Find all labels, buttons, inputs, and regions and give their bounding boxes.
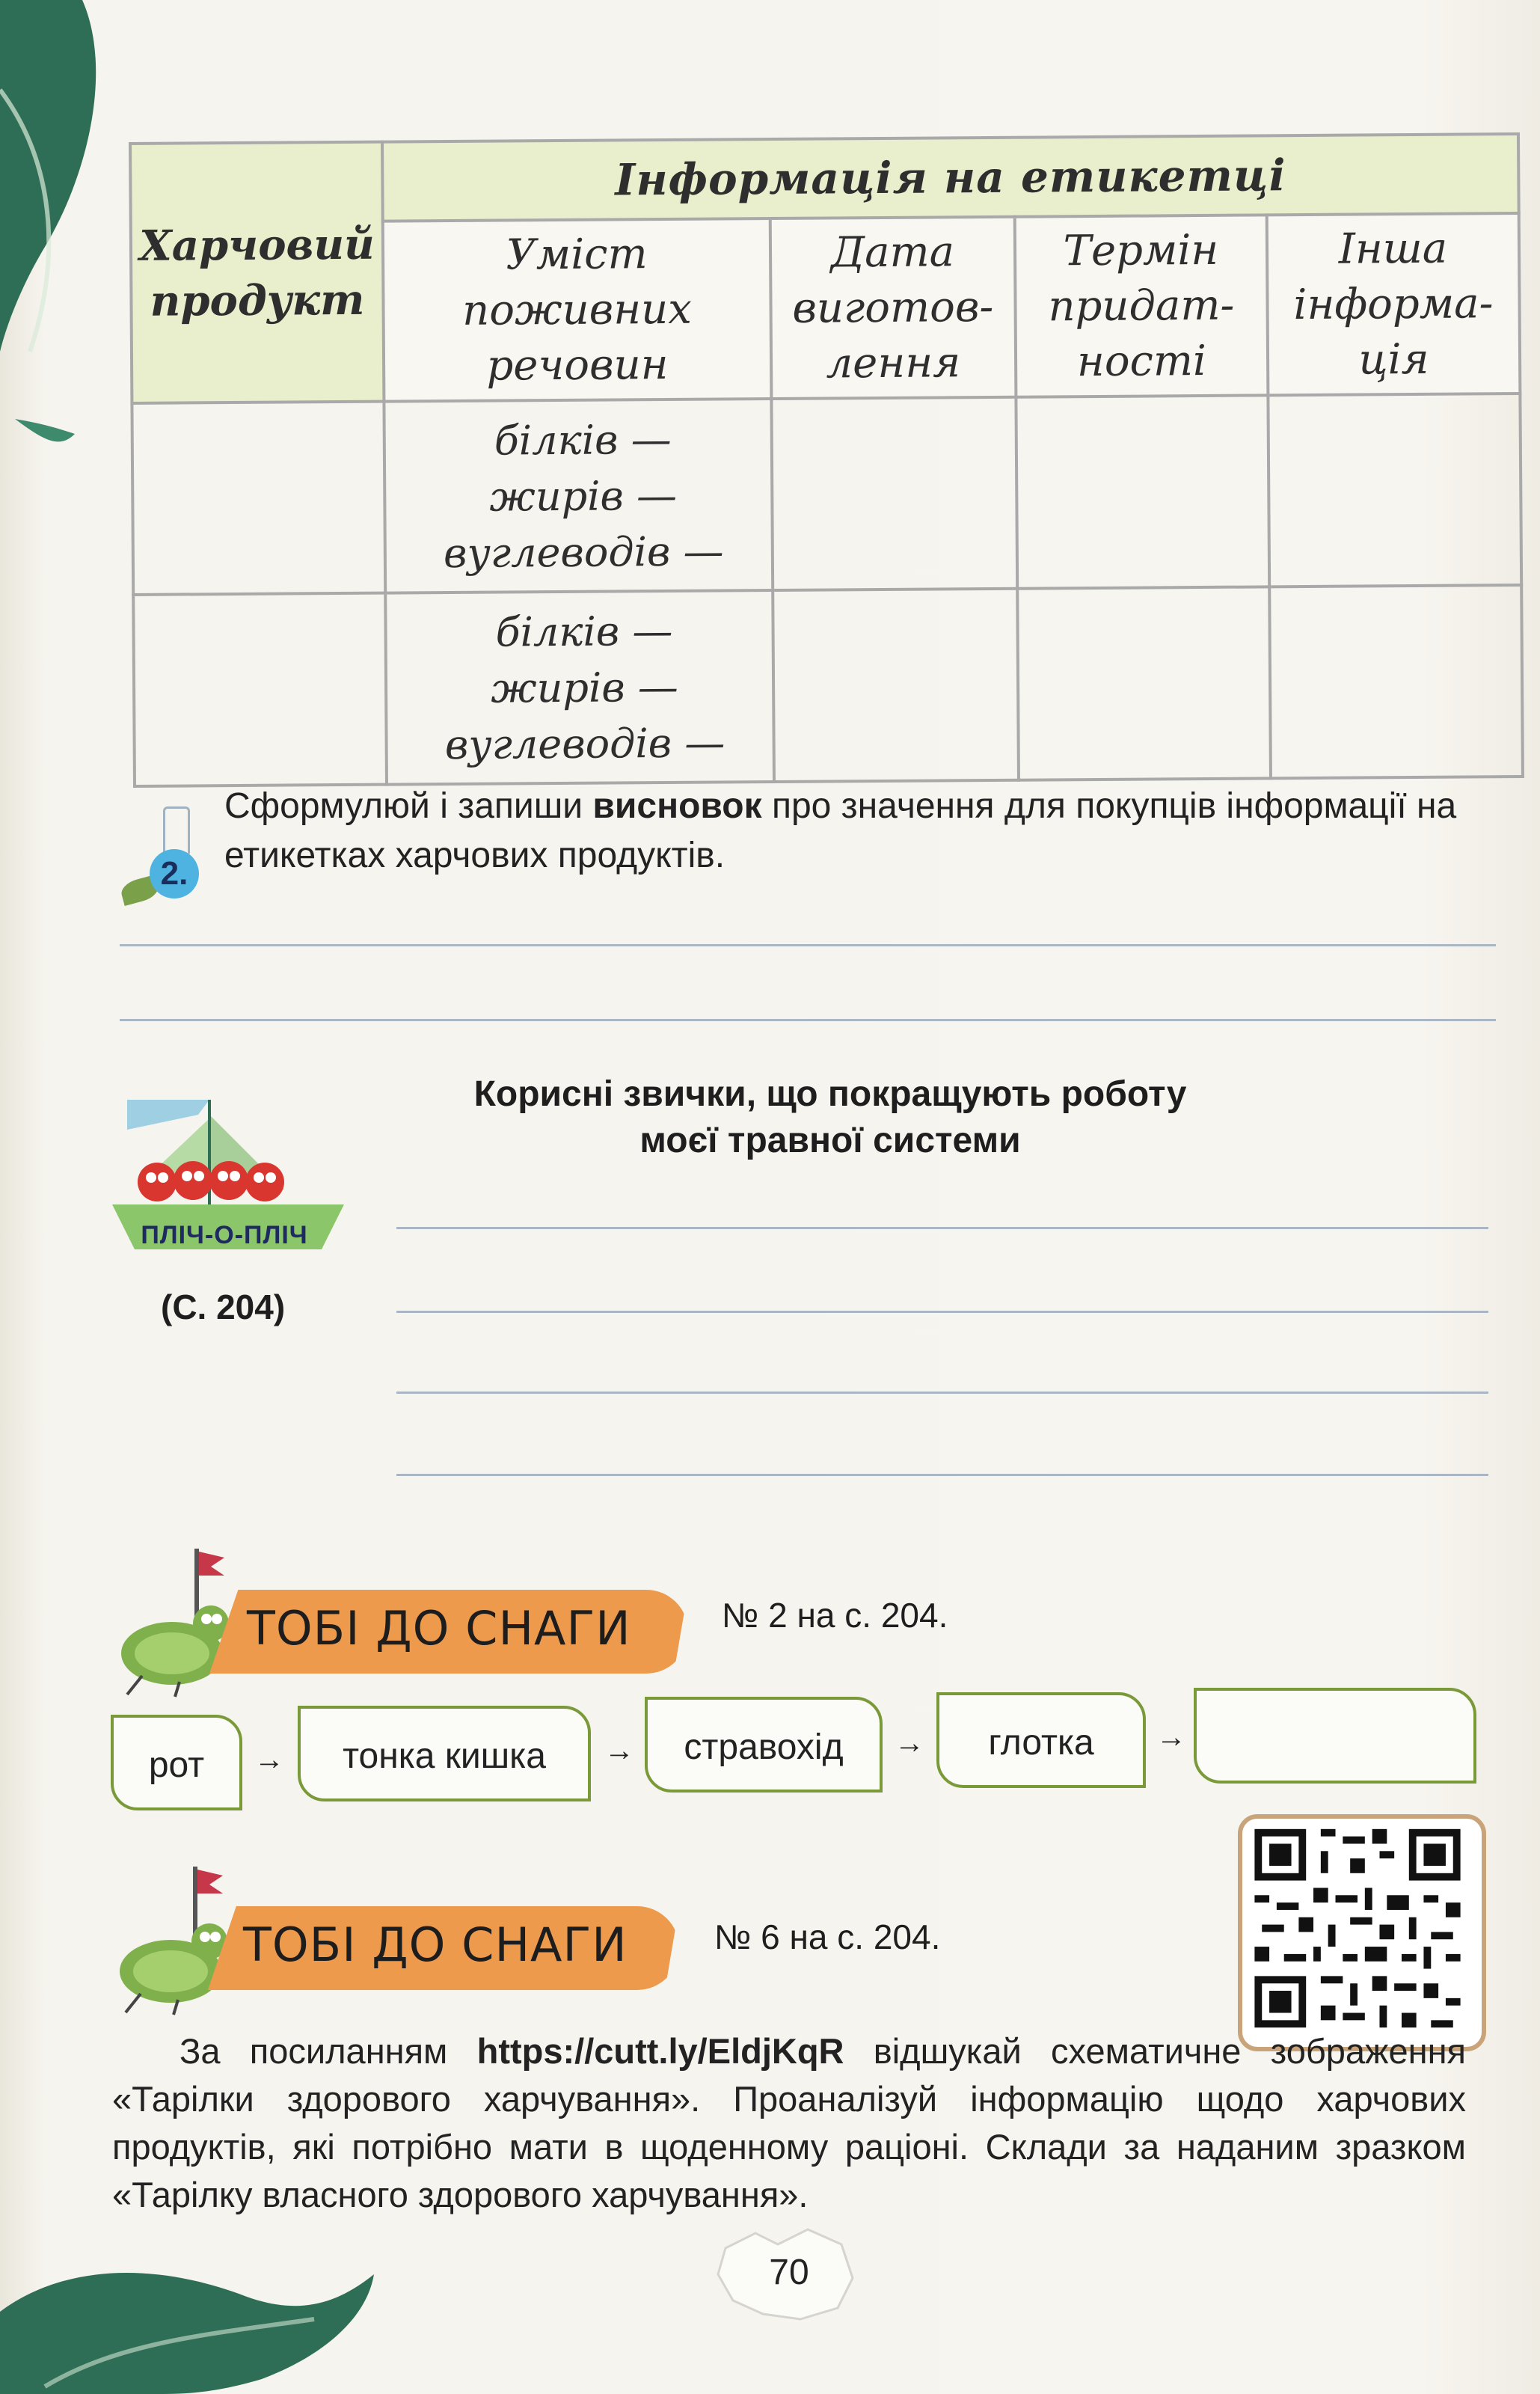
arrow-icon: →	[1156, 1721, 1186, 1754]
task2-text-end: про значення для покупців інформації на етикетках харчових продуктів.	[224, 786, 1457, 875]
other-info-column-header: Інша інформа-ція	[1267, 213, 1521, 395]
production-date-cell[interactable]	[773, 589, 1019, 782]
challenge-reference: № 6 на с. 204.	[714, 1917, 941, 1956]
qr-code-icon	[1245, 1822, 1470, 2035]
paragraph-text-start: За посиланням	[180, 2031, 477, 2071]
answer-line[interactable]	[120, 944, 1496, 946]
food-product-cell[interactable]	[132, 402, 385, 595]
carbs-line: вуглеводів —	[443, 527, 724, 577]
food-product-header: Харчовий продукт	[130, 142, 384, 403]
production-date-column-header: Дата виготов-лення	[770, 217, 1016, 399]
other-info-cell[interactable]	[1269, 585, 1523, 778]
habits-title-line2: моєї травної системи	[639, 1121, 1021, 1160]
challenge-banner-label: ТОБІ ДО СНАГИ	[243, 1917, 628, 1972]
sequence-box-small-intestine: тонка кишка	[298, 1706, 591, 1801]
nutrients-cell[interactable]	[384, 399, 773, 593]
qr-code[interactable]	[1238, 1814, 1486, 2051]
cutt-ly-link[interactable]: https://cutt.ly/EldjKqR	[476, 2031, 844, 2071]
task2-keyword: висновок	[592, 786, 762, 826]
food-label-table	[129, 132, 1524, 788]
expiry-column-header: Термін придат-ності	[1015, 215, 1268, 397]
habits-title-line1: Корисні звички, що покращують роботу	[473, 1074, 1187, 1114]
page-number: 70	[769, 2253, 809, 2292]
arrow-icon: →	[254, 1743, 284, 1776]
answer-line[interactable]	[120, 1019, 1496, 1021]
protein-line: білків —	[494, 415, 672, 465]
sequence-box-pharynx: глотка	[936, 1692, 1146, 1788]
paragraph-text-end: відшукай схематичне зображення «Тарілки здорового харчування». Проаналізуй інформацію щодо харчових продуктів, які потрібно мати в щоденному раціоні. Склади за наданим зразком «Тарілку власного здорового харчування».	[112, 2031, 1466, 2214]
food-product-cell[interactable]	[133, 593, 387, 786]
other-info-cell[interactable]	[1268, 394, 1521, 587]
table-row	[133, 585, 1523, 786]
carbs-line: вуглеводів —	[444, 718, 725, 768]
task2-instruction	[224, 782, 1511, 881]
protein-line: білків —	[495, 607, 673, 656]
answer-line[interactable]	[396, 1392, 1488, 1394]
fat-line: жирів —	[489, 471, 678, 521]
answer-line[interactable]	[396, 1311, 1488, 1313]
expiry-cell[interactable]	[1016, 395, 1269, 588]
table-row	[132, 394, 1521, 595]
sequence-box-blank-answer[interactable]	[1194, 1688, 1476, 1784]
leaf-decoration-top-left	[0, 0, 120, 479]
arrow-icon: →	[895, 1727, 924, 1760]
task2-text-start: Сформулюй і запиши	[224, 786, 593, 826]
habits-title	[419, 1071, 1242, 1164]
challenge-reference: № 2 на с. 204.	[722, 1596, 948, 1635]
answer-line[interactable]	[396, 1227, 1488, 1229]
sequence-box-esophagus: стравохід	[645, 1697, 883, 1793]
challenge-banner-label: ТОБІ ДО СНАГИ	[247, 1601, 631, 1656]
nutrients-cell[interactable]	[385, 590, 773, 785]
leaf-decoration-bottom-left	[0, 2229, 419, 2394]
arrow-icon: →	[604, 1734, 634, 1767]
page-reference: (С. 204)	[161, 1288, 286, 1326]
sequence-box-mouth: рот	[111, 1715, 242, 1810]
task-number-badge: 2.	[150, 849, 199, 898]
expiry-cell[interactable]	[1017, 587, 1271, 780]
plich-o-plich-label: ПЛІЧ-О-ПЛІЧ	[141, 1221, 308, 1249]
flask-icon	[163, 806, 190, 854]
fat-line: жирів —	[490, 663, 679, 712]
answer-line[interactable]	[396, 1474, 1488, 1476]
plate-task-paragraph	[112, 2027, 1466, 2219]
nutrients-column-header: Уміст поживних речовин	[383, 218, 771, 402]
label-info-header: Інформація на етикетці	[382, 134, 1519, 221]
production-date-cell[interactable]	[771, 397, 1017, 590]
